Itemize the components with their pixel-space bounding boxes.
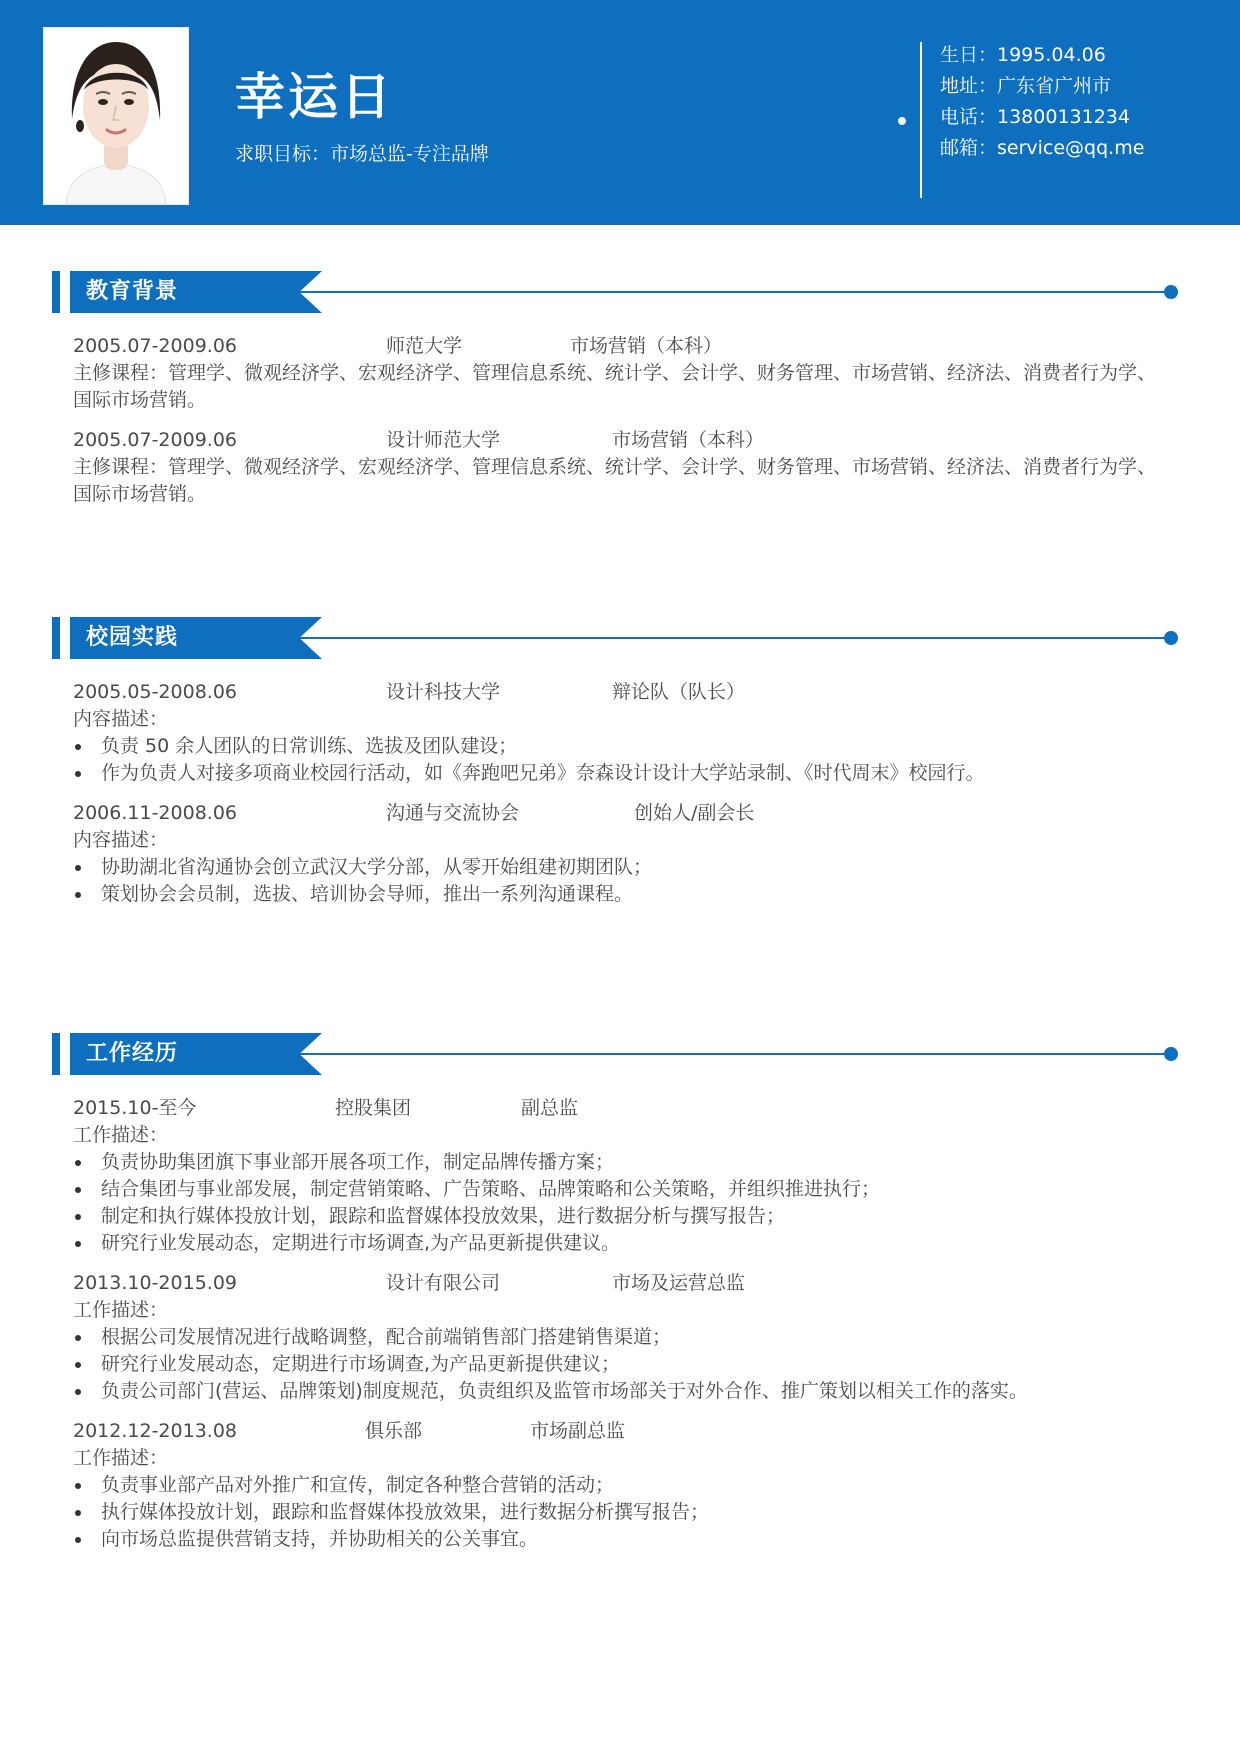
section-heading-education bbox=[52, 271, 1182, 313]
work-company: 设计有限公司 bbox=[386, 1272, 501, 1294]
section-marker bbox=[52, 1033, 60, 1075]
list-item-text: 策划协会会员制，选拔、培训协会导师，推出一系列沟通课程。 bbox=[101, 883, 634, 905]
work-role: 市场副总监 bbox=[530, 1420, 626, 1442]
education-courses: 主修课程：管理学、微观经济学、宏观经济学、管理信息系统、统计学、会计学、财务管理、市场营销、经济法、消费者行为学、国际市场营销。 bbox=[73, 456, 1157, 505]
campus-role: 创始人/副会长 bbox=[634, 802, 755, 824]
section-title: 教育背景 bbox=[86, 279, 179, 304]
candidate-name: 幸运日 bbox=[235, 68, 394, 126]
list-item-text: 作为负责人对接多项商业校园行活动，如《奔跑吧兄弟》奈森设计设计大学站录制、《时代周末》校园行。 bbox=[101, 762, 985, 784]
section-rule-dot bbox=[1164, 1047, 1178, 1061]
campus-org: 设计科技大学 bbox=[386, 681, 501, 703]
bullet-icon bbox=[75, 865, 81, 871]
list-item-text: 负责公司部门(营运、品牌策划)制度规范，负责组织及监管市场部关于对外合作、推广策划以相关工作的落实。 bbox=[101, 1380, 1028, 1402]
bullet-icon bbox=[75, 1335, 81, 1341]
bullet-icon bbox=[75, 1362, 81, 1368]
education-period: 2005.07-2009.06 bbox=[73, 429, 237, 451]
phone: 电话：13800131234 bbox=[940, 106, 1130, 128]
bullet-icon bbox=[75, 892, 81, 898]
list-item-text: 结合集团与事业部发展，制定营销策略、广告策略、品牌策略和公关策略，并组织推进执行； bbox=[101, 1178, 881, 1200]
bullet-icon bbox=[75, 744, 81, 750]
campus-period: 2006.11-2008.06 bbox=[73, 802, 237, 824]
list-item-text: 研究行业发展动态，定期进行市场调查,为产品更新提供建议。 bbox=[101, 1232, 621, 1254]
section-marker bbox=[52, 617, 60, 659]
section-rule-dot bbox=[1164, 285, 1178, 299]
address: 地址：广东省广州市 bbox=[940, 75, 1112, 97]
list-item-text: 制定和执行媒体投放计划，跟踪和监督媒体投放效果，进行数据分析与撰写报告； bbox=[101, 1205, 786, 1227]
list-item-text: 负责协助集团旗下事业部开展各项工作，制定品牌传播方案； bbox=[101, 1151, 615, 1173]
list-item-text: 协助湖北省沟通协会创立武汉大学分部，从零开始组建初期团队； bbox=[101, 856, 653, 878]
work-period: 2013.10-2015.09 bbox=[73, 1272, 237, 1294]
campus-period: 2005.05-2008.06 bbox=[73, 681, 237, 703]
section-rule bbox=[288, 637, 1173, 639]
work-desc-label: 工作描述： bbox=[73, 1124, 169, 1146]
campus-role: 辩论队（队长） bbox=[612, 681, 746, 703]
list-item-text: 负责事业部产品对外推广和宣传，制定各种整合营销的活动； bbox=[101, 1474, 615, 1496]
section-heading-campus bbox=[52, 617, 1182, 659]
education-courses: 主修课程：管理学、微观经济学、宏观经济学、管理信息系统、统计学、会计学、财务管理、市场营销、经济法、消费者行为学、国际市场营销。 bbox=[73, 362, 1157, 411]
work-period: 2015.10-至今 bbox=[73, 1097, 197, 1119]
bullet-icon bbox=[75, 1510, 81, 1516]
header-banner bbox=[0, 0, 1240, 225]
work-company: 俱乐部 bbox=[365, 1420, 423, 1442]
profile-photo bbox=[43, 27, 189, 205]
section-marker bbox=[52, 271, 60, 313]
contact-info bbox=[940, 40, 1144, 164]
list-item-text: 负责 50 余人团队的日常训练、选拔及团队建设； bbox=[101, 735, 518, 757]
bullet-icon bbox=[75, 1214, 81, 1220]
section-title: 工作经历 bbox=[86, 1041, 179, 1066]
work-role: 市场及运营总监 bbox=[612, 1272, 746, 1294]
education-major: 市场营销（本科） bbox=[612, 429, 765, 451]
job-objective: 求职目标：市场总监-专注品牌 bbox=[235, 143, 489, 165]
campus-desc-label: 内容描述： bbox=[73, 829, 169, 851]
section-rule-dot bbox=[1164, 631, 1178, 645]
work-company: 控股集团 bbox=[335, 1097, 412, 1119]
birthday: 生日：1995.04.06 bbox=[940, 44, 1106, 66]
education-major: 市场营销（本科） bbox=[570, 335, 723, 357]
bullet-icon bbox=[75, 1389, 81, 1395]
header-divider bbox=[920, 42, 922, 198]
education-period: 2005.07-2009.06 bbox=[73, 335, 237, 357]
education-school: 设计师范大学 bbox=[386, 429, 501, 451]
campus-org: 沟通与交流协会 bbox=[386, 802, 520, 824]
portrait-image bbox=[44, 28, 188, 204]
education-school: 师范大学 bbox=[386, 335, 463, 357]
section-rule bbox=[288, 291, 1173, 293]
section-heading-work bbox=[52, 1033, 1182, 1075]
bullet-icon bbox=[75, 1483, 81, 1489]
bullet-icon bbox=[75, 1537, 81, 1543]
list-item-text: 根据公司发展情况进行战略调整，配合前端销售部门搭建销售渠道； bbox=[101, 1326, 672, 1348]
work-role: 副总监 bbox=[521, 1097, 579, 1119]
work-desc-label: 工作描述： bbox=[73, 1447, 169, 1469]
bullet-icon bbox=[75, 1187, 81, 1193]
work-period: 2012.12-2013.08 bbox=[73, 1420, 237, 1442]
bullet-icon bbox=[75, 771, 81, 777]
list-item-text: 研究行业发展动态，定期进行市场调查,为产品更新提供建议； bbox=[101, 1353, 621, 1375]
header-dot bbox=[898, 117, 906, 125]
bullet-icon bbox=[75, 1241, 81, 1247]
section-rule bbox=[288, 1053, 1173, 1055]
bullet-icon bbox=[75, 1160, 81, 1166]
work-desc-label: 工作描述： bbox=[73, 1299, 169, 1321]
list-item-text: 向市场总监提供营销支持，并协助相关的公关事宜。 bbox=[101, 1528, 539, 1550]
section-title: 校园实践 bbox=[86, 625, 179, 650]
campus-desc-label: 内容描述： bbox=[73, 708, 169, 730]
email: 邮箱：service@qq.me bbox=[940, 137, 1145, 159]
list-item-text: 执行媒体投放计划，跟踪和监督媒体投放效果，进行数据分析撰写报告； bbox=[101, 1501, 710, 1523]
